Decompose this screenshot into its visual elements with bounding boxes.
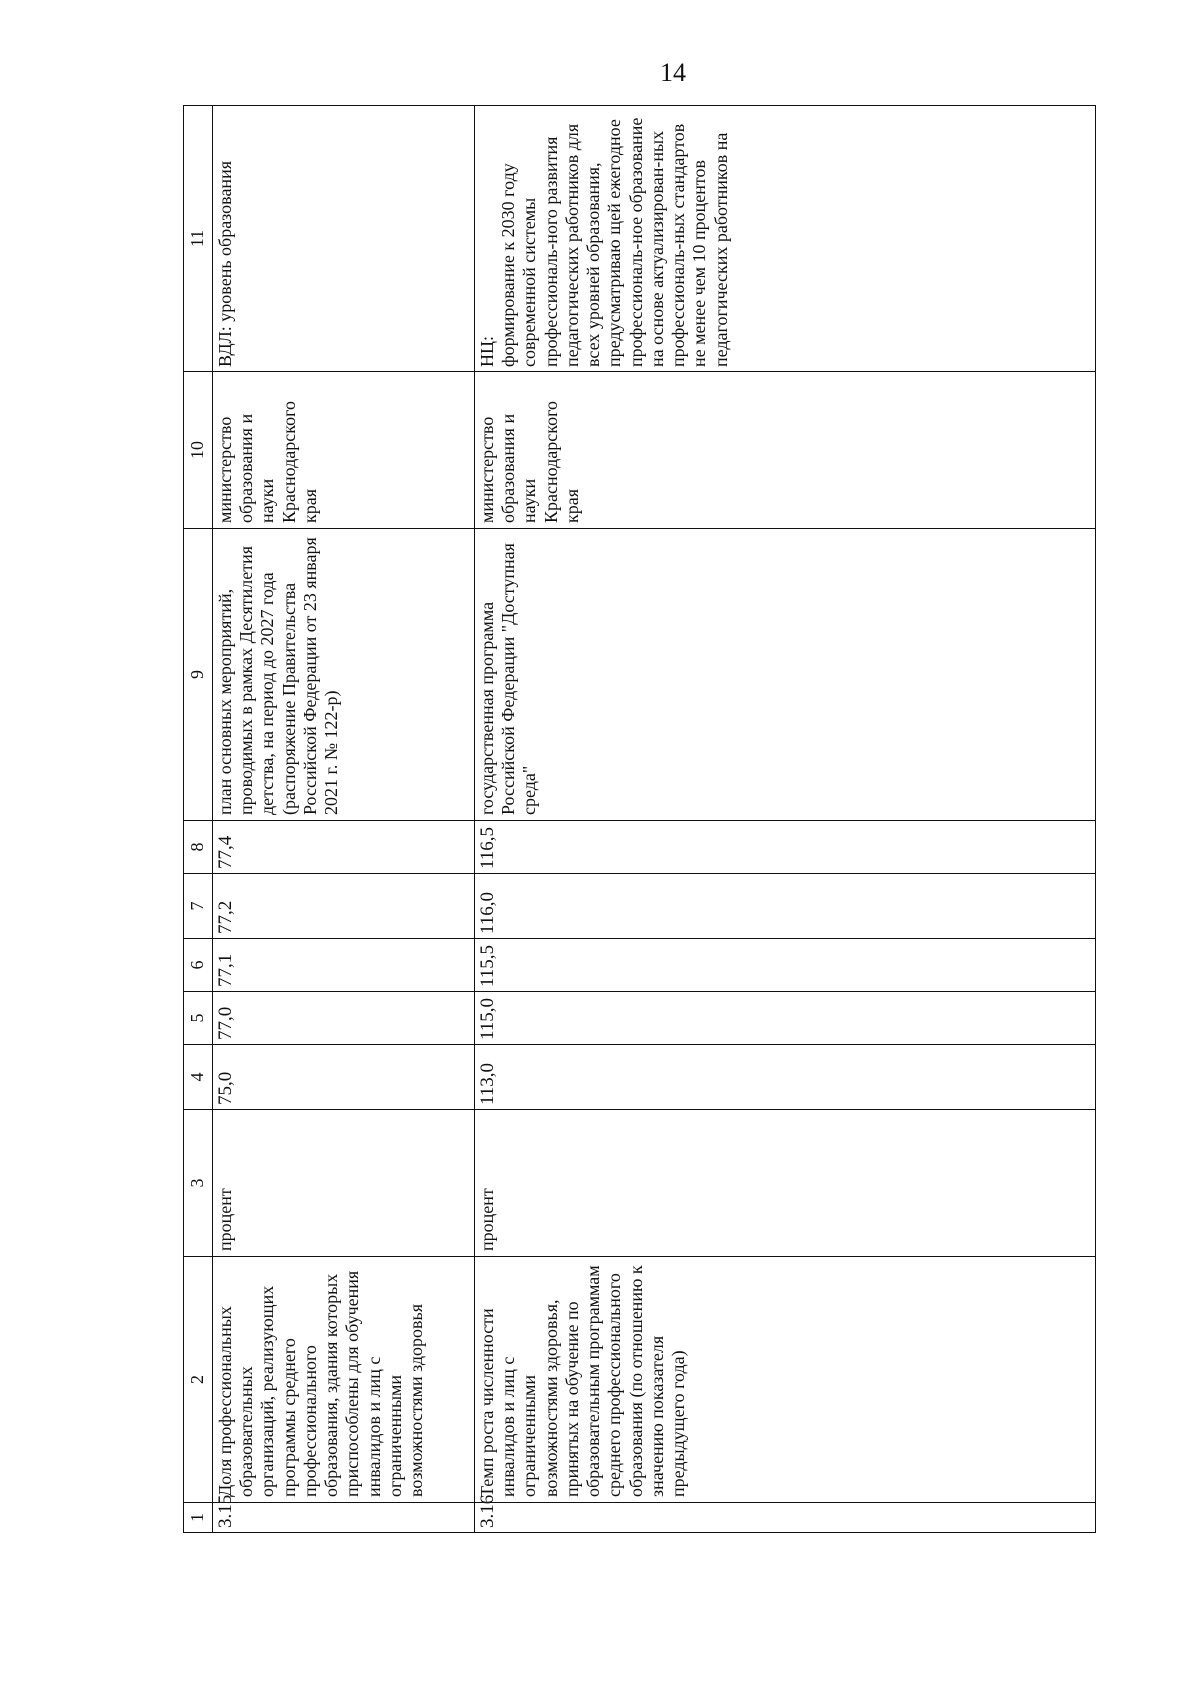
value-col-4: 113,0 [475, 1045, 1096, 1110]
goal-link: НЦ: формирование к 2030 году современной системы профессиональ-ного развития педагогических работников для всех уровней образования, предусматриваю щей ежегодное профессиональ-ное образование на основе актуализирован-ных профессиональ-ных стандартов не менее чем 10 процентов педагогических работников на [475, 106, 1096, 372]
goal-link: ВДЛ: уровень образования [213, 106, 475, 372]
source-document: план основных мероприятий, проводимых в рамках Десятилетия детства, на период до 2027 года (распоряжение Правительства Российской Федерации от 23 января 2021 г. № 122-р) [213, 529, 475, 821]
indicator-name: Темп роста численности инвалидов и лиц с ограниченными возможностями здоровья, принятых на обучение по образовательным программам среднего профессионального образования (по отношению к значению показателя предыдущего года) [475, 1257, 1096, 1503]
header-cell: 6 [184, 939, 213, 992]
table-header-row [184, 106, 213, 1533]
header-cell: 5 [184, 992, 213, 1045]
header-cell: 7 [184, 874, 213, 939]
responsible-body: министерство образования и науки Краснодарского края [475, 372, 1096, 529]
page-number: 14 [660, 58, 686, 87]
unit-of-measure: процент [475, 1110, 1096, 1257]
value-col-8: 116,5 [475, 821, 1096, 874]
value-col-5: 77,0 [213, 992, 475, 1045]
value-col-8: 77,4 [213, 821, 475, 874]
value-col-7: 77,2 [213, 874, 475, 939]
header-cell: 4 [184, 1045, 213, 1110]
header-cell: 2 [184, 1257, 213, 1503]
header-cell: 1 [184, 1503, 213, 1533]
header-cell: 10 [184, 372, 213, 529]
row-number: 3.15 [213, 1503, 475, 1533]
indicator-name: Доля профессиональных образовательных организаций, реализующих программы среднего профессионального образования, здания которых приспособлены для обучения инвалидов и лиц с ограниченными возможностями здоровья [213, 1257, 475, 1503]
value-col-7: 116,0 [475, 874, 1096, 939]
header-cell: 9 [184, 529, 213, 821]
value-col-5: 115,0 [475, 992, 1096, 1045]
value-col-6: 115,5 [475, 939, 1096, 992]
header-cell: 3 [184, 1110, 213, 1257]
value-col-6: 77,1 [213, 939, 475, 992]
table-row [213, 106, 475, 1533]
table-row [475, 106, 1096, 1533]
unit-of-measure: процент [213, 1110, 475, 1257]
header-cell: 8 [184, 821, 213, 874]
row-number: 3.16 [475, 1503, 1096, 1533]
source-document: государственная программа Российской Федерации "Доступная среда" [475, 529, 1096, 821]
header-cell: 11 [184, 106, 213, 372]
indicators-table [183, 105, 1096, 1533]
rotated-table-container [183, 106, 1095, 1533]
value-col-4: 75,0 [213, 1045, 475, 1110]
responsible-body: министерство образования и науки Краснодарского края [213, 372, 475, 529]
